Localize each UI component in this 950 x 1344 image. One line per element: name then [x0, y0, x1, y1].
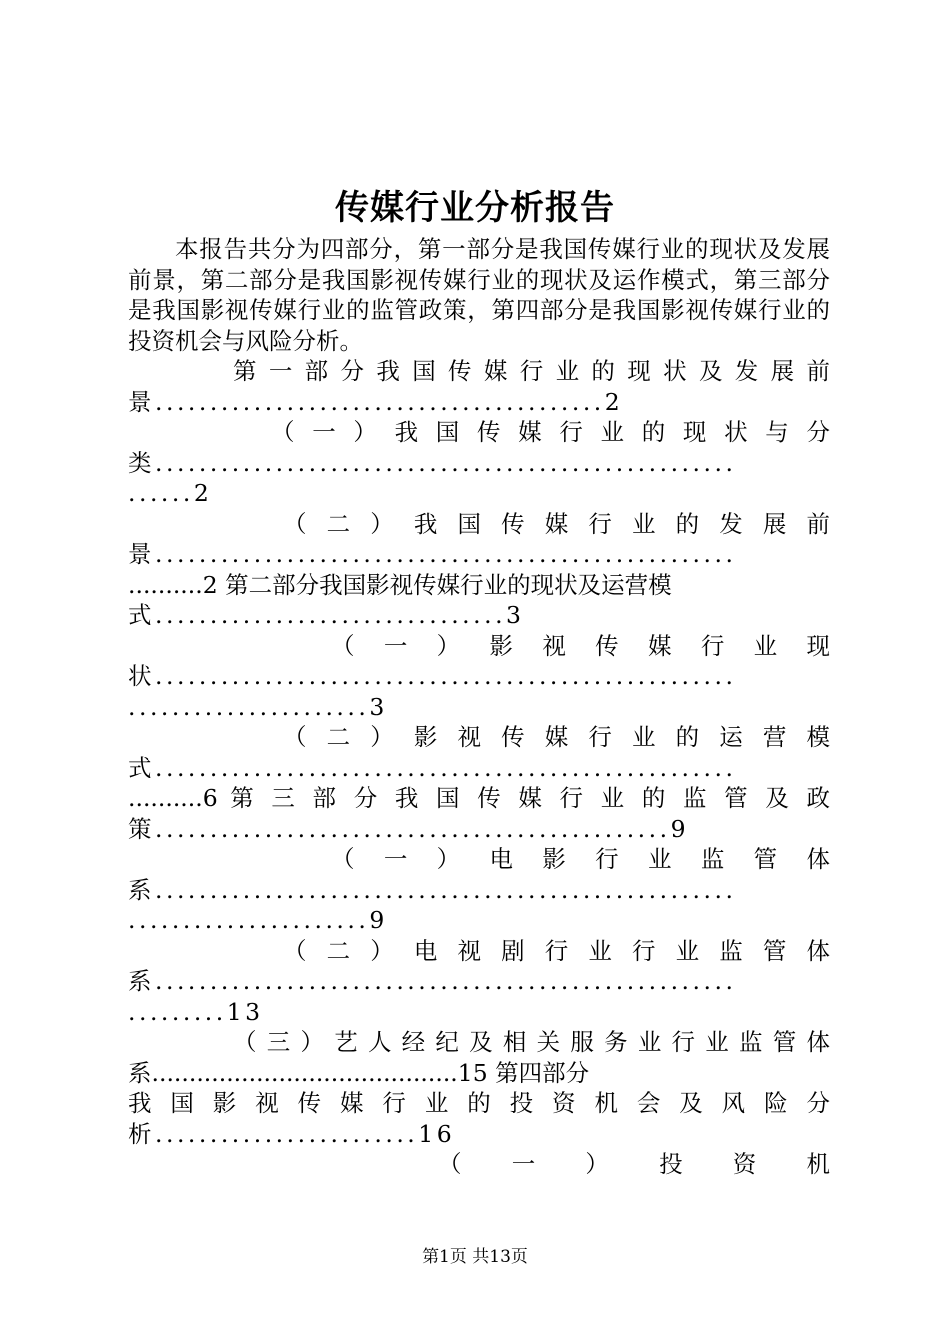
toc-line: 系.....................................................	[128, 875, 737, 904]
document-body	[128, 234, 830, 1180]
toc-line: （ 一 ） 影 视 传 媒 行 业 现	[331, 631, 830, 660]
toc-line: （ 一 ） 我 国 传 媒 行 业 的 现 状 与 分	[271, 418, 830, 446]
toc-line: 状.....................................................	[128, 662, 737, 690]
toc-line: 式.....................................................	[128, 753, 737, 782]
toc-line: （ 二 ） 影 视 传 媒 行 业 的 运 营 模	[283, 723, 830, 751]
toc-line: ......2	[128, 479, 213, 507]
toc-line: ......................3	[128, 692, 388, 721]
toc-line: （ 二 ） 我 国 传 媒 行 业 的 发 展 前	[283, 509, 830, 538]
toc-line: 类.....................................................	[128, 448, 737, 477]
toc-line: （ 二 ） 电 视 剧 行 业 行 业 监 管 体	[283, 936, 830, 965]
toc-line: （ 一 ） 电 影 行 业 监 管 体	[331, 845, 830, 873]
intro-paragraph: 本报告共分为四部分，第一部分是我国传媒行业的现状及发展前景，第二部分是我国影视传媒行业的现状及运作模式，第三部分是我国影视传媒行业的监管政策，第四部分是我国影视传媒行业的投资机会与风险分析。	[128, 235, 830, 355]
toc-line: 景.....................................................	[128, 540, 737, 568]
toc-line: 策...............................................9	[128, 814, 690, 843]
toc-line: （ 一 ） 投 资 机	[438, 1150, 830, 1178]
toc-line: .........13	[128, 997, 264, 1026]
document-title: 传媒行业分析报告	[335, 188, 615, 228]
toc-line: ..........6 第 三 部 分 我 国 传 媒 行 业 的 监 管 及 政	[128, 784, 830, 812]
page-footer: 第1页 共13页	[422, 1247, 528, 1267]
toc-line: 系.....................................................	[128, 967, 737, 995]
table-of-contents	[128, 356, 830, 1180]
toc-line: ......................9	[128, 906, 388, 934]
toc-line: 系.........................................15 第四部分	[128, 1058, 590, 1087]
toc-line: 析........................16	[128, 1119, 456, 1148]
toc-line: 式................................3	[128, 601, 525, 629]
toc-line: 我 国 影 视 传 媒 行 业 的 投 资 机 会 及 风 险 分	[128, 1089, 830, 1117]
toc-line: 第 一 部 分 我 国 传 媒 行 业 的 现 状 及 发 展 前	[233, 357, 830, 385]
toc-line: ..........2 第二部分我国影视传媒行业的现状及运营模	[128, 570, 672, 599]
toc-line: （ 三 ） 艺 人 经 纪 及 相 关 服 务 业 行 业 监 管 体	[233, 1028, 830, 1056]
toc-line: 景.........................................2	[128, 387, 624, 416]
